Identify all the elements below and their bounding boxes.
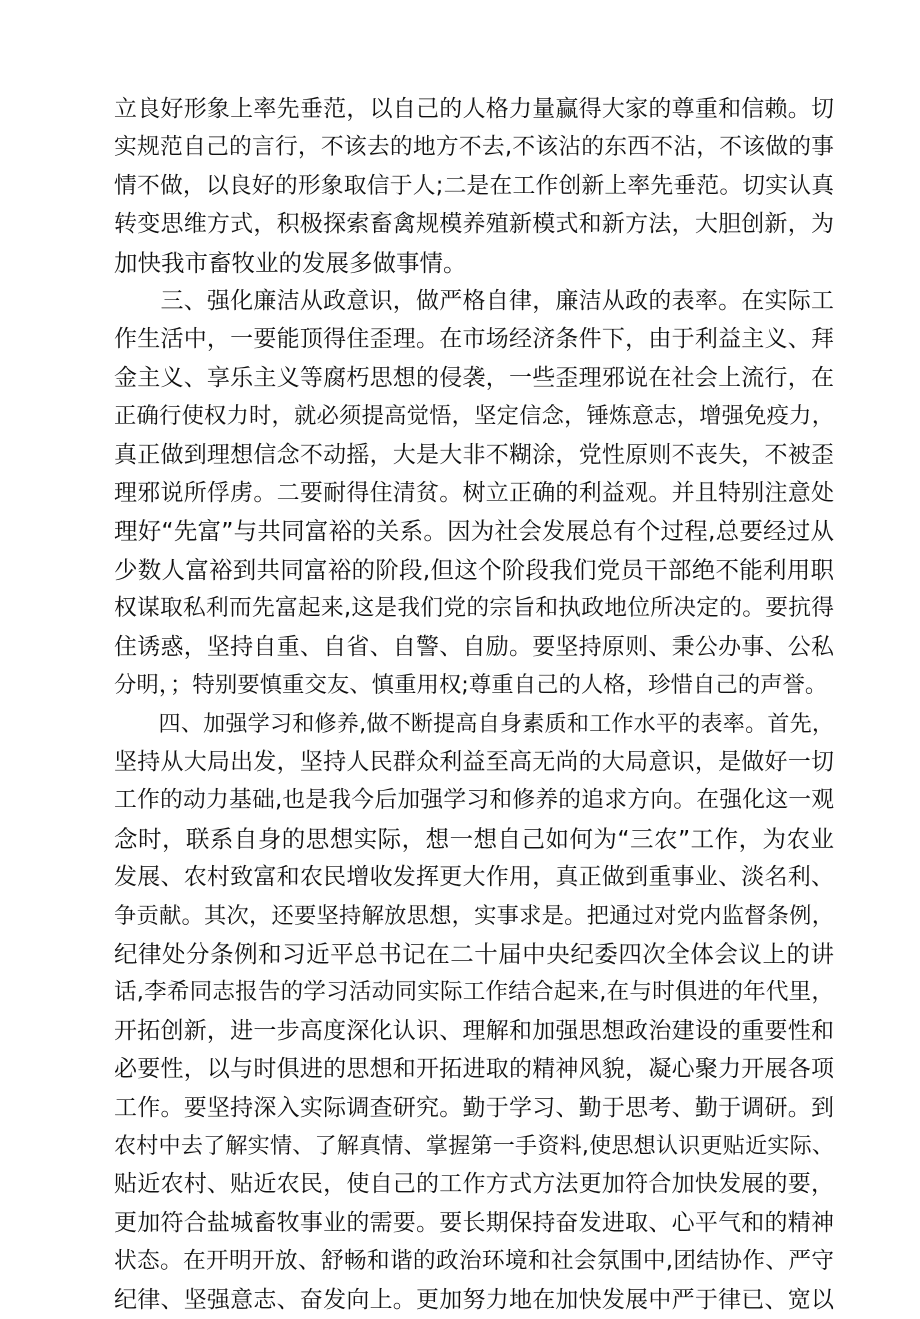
text-line: 贴近农村、贴近农民，使自己的工作方式方法更加符合加快发展的要， [114, 1165, 834, 1203]
text-line: 更加符合盐城畜牧事业的需要。要长期保持奋发进取、心平气和的精神 [114, 1204, 834, 1242]
text-line: 必要性，以与时俱进的思想和开拓进取的精神风貌，凝心聚力开展各项 [114, 1050, 834, 1088]
text-line: 念时，联系自身的思想实际，想一想自己如何为“三农”工作，为农业 [114, 820, 834, 858]
text-line: 分明，；特别要慎重交友、慎重用权;尊重自己的人格，珍惜自己的声誉。 [114, 666, 834, 704]
text-line: 争贡献。其次，还要坚持解放思想，实事求是。把通过对党内监督条例， [114, 897, 834, 935]
text-line: 农村中去了解实情、了解真情、掌握第一手资料,使思想认识更贴近实际、 [114, 1127, 834, 1165]
text-line: 立良好形象上率先垂范，以自己的人格力量赢得大家的尊重和信赖。切 [114, 90, 834, 128]
text-line: 正确行使权力时，就必须提高觉悟，坚定信念，锤炼意志，增强免疫力， [114, 397, 834, 435]
text-line: 作生活中，一要能顶得住歪理。在市场经济条件下，由于利益主义、拜 [114, 320, 834, 358]
text-line: 纪律处分条例和习近平总书记在二十届中央纪委四次全体会议上的讲 [114, 935, 834, 973]
text-line: 金主义、享乐主义等腐朽思想的侵袭，一些歪理邪说在社会上流行，在 [114, 359, 834, 397]
text-line: 四、加强学习和修养,做不断提高自身素质和工作水平的表率。首先， [114, 705, 834, 743]
text-line: 实规范自己的言行，不该去的地方不去,不该沾的东西不沾，不该做的事 [114, 128, 834, 166]
text-line: 转变思维方式，积极探索畜禽规模养殖新模式和新方法，大胆创新，为 [114, 205, 834, 243]
text-line: 三、强化廉洁从政意识，做严格自律，廉洁从政的表率。在实际工 [114, 282, 834, 320]
paragraph-2 [114, 282, 834, 704]
paragraph-3 [114, 705, 834, 1319]
paragraph-1 [114, 90, 834, 282]
text-line: 状态。在开明开放、舒畅和谐的政治环境和社会氛围中,团结协作、严守 [114, 1242, 834, 1280]
text-line: 理好“先富”与共同富裕的关系。因为社会发展总有个过程,总要经过从 [114, 512, 834, 550]
text-line: 加快我市畜牧业的发展多做事情。 [114, 244, 834, 282]
text-line: 情不做，以良好的形象取信于人;二是在工作创新上率先垂范。切实认真 [114, 167, 834, 205]
text-line: 纪律、坚强意志、奋发向上。更加努力地在加快发展中严于律已、宽以 [114, 1281, 834, 1319]
document-body [114, 90, 834, 1319]
text-line: 权谋取私利而先富起来,这是我们党的宗旨和执政地位所决定的。要抗得 [114, 589, 834, 627]
text-line: 少数人富裕到共同富裕的阶段,但这个阶段我们党员干部绝不能利用职 [114, 551, 834, 589]
text-line: 理邪说所俘虏。二要耐得住清贫。树立正确的利益观。并且特别注意处 [114, 474, 834, 512]
text-line: 发展、农村致富和农民增收发挥更大作用，真正做到重事业、淡名利、 [114, 858, 834, 896]
text-line: 话,李希同志报告的学习活动同实际工作结合起来,在与时俱进的年代里， [114, 973, 834, 1011]
text-line: 工作的动力基础,也是我今后加强学习和修养的追求方向。在强化这一观 [114, 781, 834, 819]
text-line: 坚持从大局出发，坚持人民群众利益至高无尚的大局意识，是做好一切 [114, 743, 834, 781]
text-line: 住诱惑，坚持自重、自省、自警、自励。要坚持原则、秉公办事、公私 [114, 628, 834, 666]
text-line: 开拓创新，进一步高度深化认识、理解和加强思想政治建设的重要性和 [114, 1012, 834, 1050]
text-line: 工作。要坚持深入实际调查研究。勤于学习、勤于思考、勤于调研。到 [114, 1089, 834, 1127]
text-line: 真正做到理想信念不动摇，大是大非不糊涂，党性原则不丧失，不被歪 [114, 436, 834, 474]
